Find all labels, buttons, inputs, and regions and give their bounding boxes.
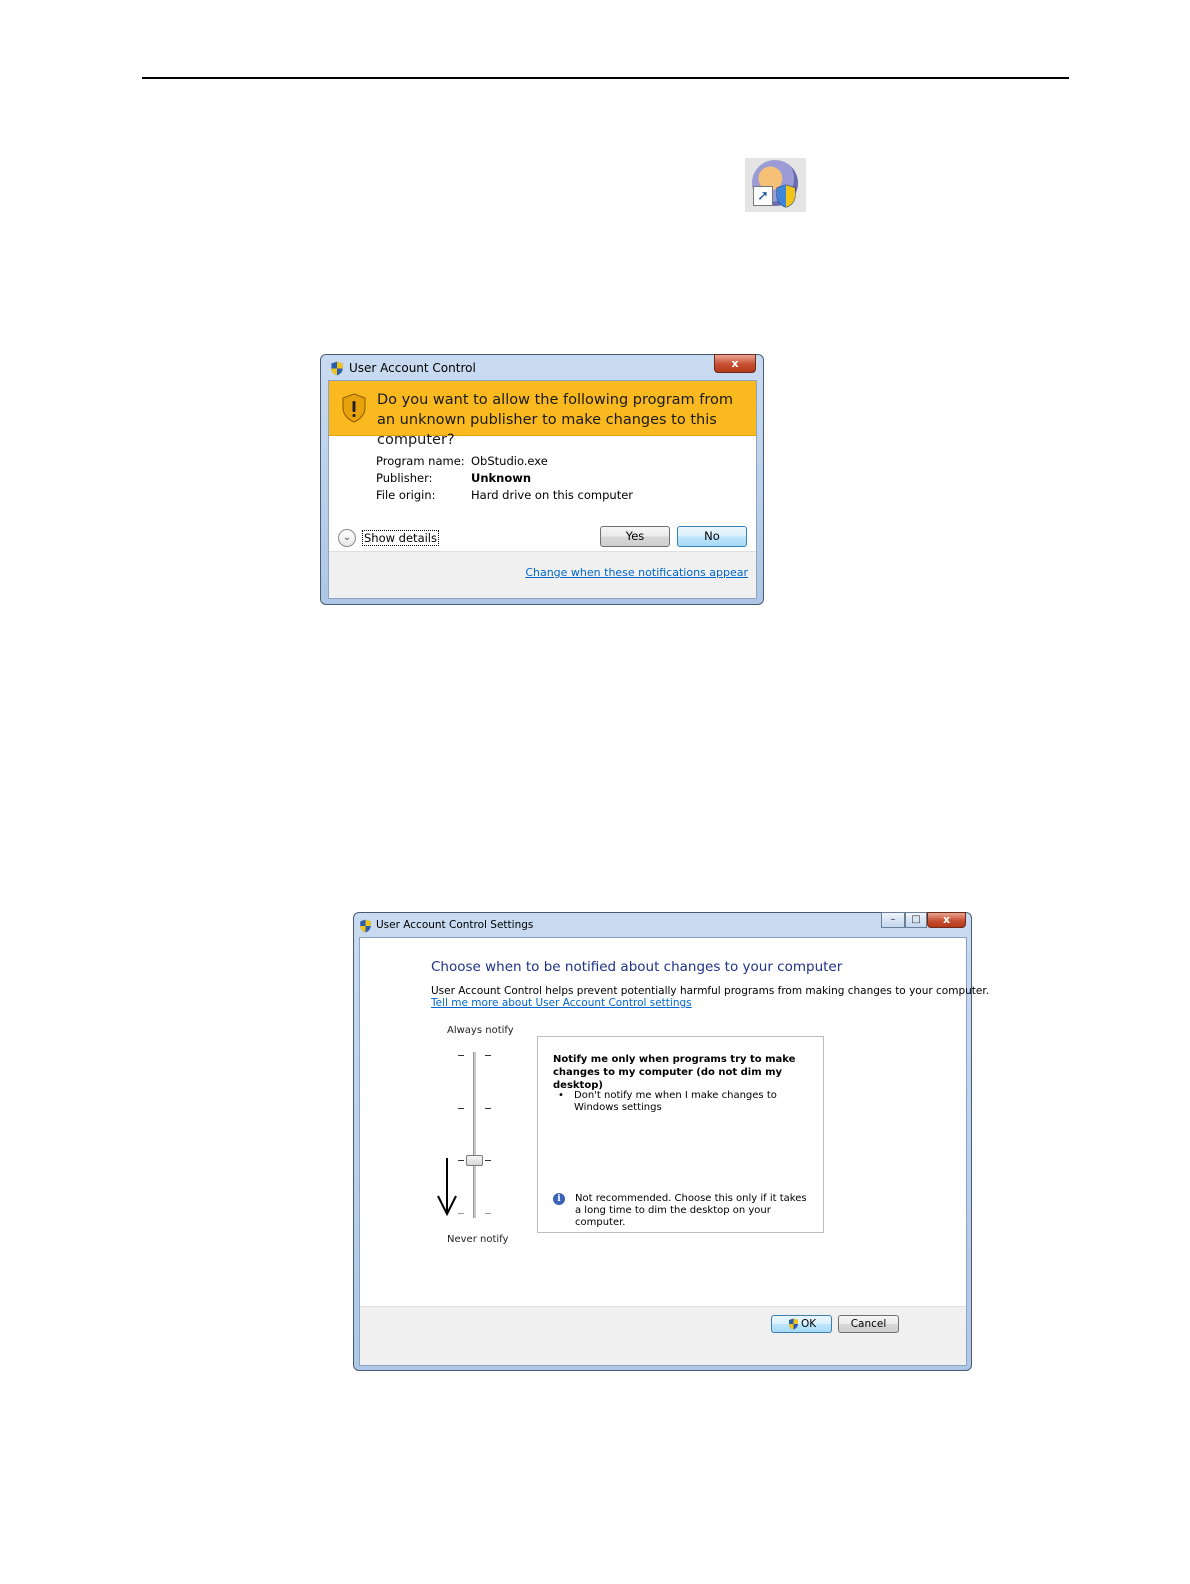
uac-shield-icon	[359, 919, 372, 933]
minimize-button[interactable]	[881, 912, 905, 928]
detail-value: ObStudio.exe	[471, 454, 548, 468]
slider-top-label: Always notify	[447, 1025, 514, 1036]
uac-settings-title: User Account Control Settings	[376, 919, 534, 931]
app-shortcut-with-uac-shield-icon[interactable]	[745, 158, 806, 212]
down-arrow-icon	[435, 1156, 465, 1218]
warning-shield-icon	[341, 393, 367, 423]
uac-shield-icon	[788, 1318, 799, 1330]
panel-bullet: • Don't notify me when I make changes to Windows settings	[558, 1090, 814, 1114]
slider-tick	[458, 1108, 464, 1109]
info-icon: i	[553, 1193, 565, 1205]
slider-bottom-label: Never notify	[447, 1234, 509, 1245]
close-icon: x	[942, 913, 951, 926]
detail-key: Program name:	[376, 454, 465, 468]
settings-footer	[360, 1306, 966, 1365]
uac-question: Do you want to allow the following program from an unknown publisher to make changes to this computer?	[377, 392, 734, 448]
close-button[interactable]	[714, 354, 756, 373]
notify-slider-thumb[interactable]	[466, 1155, 483, 1166]
uac-prompt-window	[320, 354, 764, 605]
change-notifications-link[interactable]: Change when these notifications appear	[525, 566, 748, 579]
slider-tick	[485, 1055, 491, 1056]
ok-button[interactable]	[771, 1315, 832, 1333]
maximize-icon: □	[911, 914, 921, 925]
setting-description-panel	[537, 1036, 824, 1233]
slider-tick	[485, 1213, 491, 1214]
slider-tick	[485, 1108, 491, 1109]
uac-warning-banner	[329, 381, 756, 448]
minimize-icon: –	[890, 914, 896, 925]
panel-heading: Notify me only when programs try to make changes to my computer (do not dim my desktop)	[553, 1054, 796, 1091]
uac-settings-titlebar[interactable]	[354, 913, 971, 939]
show-details-toggle[interactable]	[338, 529, 439, 547]
detail-key: File origin:	[376, 488, 436, 502]
uac-prompt-title: User Account Control	[349, 361, 476, 375]
learn-more-link[interactable]: Tell me more about User Account Control settings	[431, 997, 692, 1009]
show-details-label[interactable]: Show details	[364, 531, 437, 545]
shortcut-arrow-icon: ➚	[753, 186, 773, 206]
uac-shield-icon	[775, 184, 797, 208]
chevron-down-icon[interactable]: ⌄	[338, 529, 356, 547]
uac-prompt-titlebar[interactable]	[321, 355, 763, 381]
close-icon: x	[731, 357, 739, 370]
cancel-button[interactable]: Cancel	[838, 1315, 899, 1333]
detail-value: Hard drive on this computer	[471, 488, 634, 502]
uac-settings-body	[359, 937, 990, 1366]
maximize-button[interactable]	[905, 912, 927, 928]
uac-settings-window	[353, 912, 990, 1371]
close-button[interactable]	[927, 912, 966, 928]
uac-prompt-footer	[329, 551, 756, 598]
settings-description: User Account Control helps prevent potentially harmful programs from making changes to your computer.	[431, 985, 990, 997]
panel-note: Not recommended. Choose this only if it takes a long time to dim the desktop on your computer.	[575, 1193, 807, 1228]
detail-key: Publisher:	[376, 471, 433, 485]
slider-tick	[458, 1055, 464, 1056]
uac-shield-icon	[330, 361, 344, 376]
slider-tick	[485, 1160, 491, 1161]
yes-button[interactable]: Yes	[600, 526, 670, 547]
uac-prompt-body	[328, 380, 757, 599]
settings-heading: Choose when to be notified about changes to your computer	[431, 959, 843, 975]
ok-label: OK	[801, 1318, 817, 1330]
notify-slider-track[interactable]	[473, 1052, 476, 1218]
detail-value: Unknown	[471, 471, 532, 485]
no-button[interactable]: No	[677, 526, 747, 547]
page-top-rule	[142, 77, 1069, 79]
